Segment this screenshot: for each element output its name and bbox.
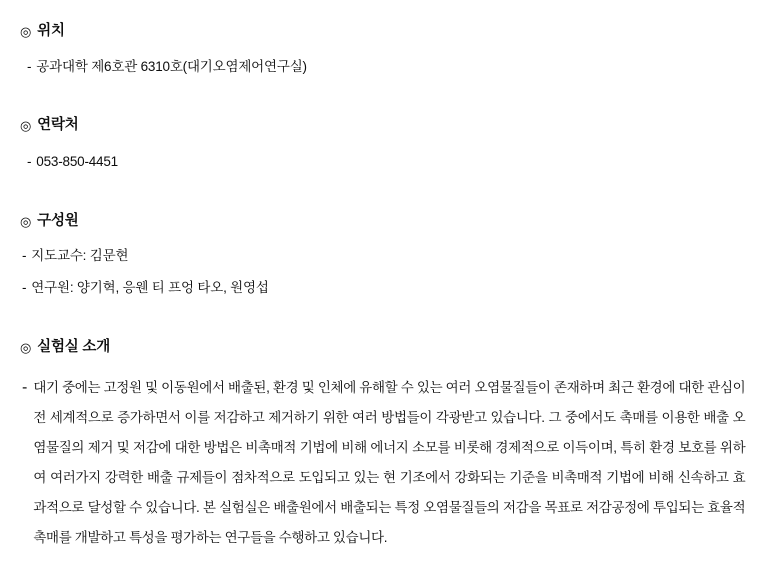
bullet-icon: ◎ <box>20 118 32 134</box>
section-location <box>20 23 748 76</box>
dash-icon: - <box>22 279 27 295</box>
bullet-icon: ◎ <box>20 213 32 229</box>
location-item-text: 공과대학 제6호관 6310호(대기오염제어연구실) <box>36 59 307 75</box>
members-advisor-item <box>20 248 748 265</box>
dash-icon: - <box>27 153 32 169</box>
location-item <box>20 59 748 76</box>
section-introduction <box>20 339 748 553</box>
section-heading-location <box>20 23 748 40</box>
section-heading-contact-label: 연락처 <box>37 117 79 134</box>
contact-item <box>20 154 748 171</box>
section-heading-contact <box>20 117 748 134</box>
dash-icon: - <box>22 247 27 263</box>
section-heading-members <box>20 213 748 230</box>
section-heading-introduction-label: 실험실 소개 <box>37 338 111 355</box>
section-heading-members-label: 구성원 <box>37 212 79 229</box>
introduction-body-wrap <box>20 373 748 553</box>
bullet-icon: ◎ <box>20 339 32 355</box>
dash-icon: - <box>22 379 28 397</box>
members-researchers-item <box>20 280 748 297</box>
contact-phone-number: 053-850-4451 <box>36 153 118 169</box>
dash-icon: - <box>27 59 32 75</box>
members-researchers-text: 연구원: 양기혁, 응웬 티 프엉 타오, 원영섭 <box>31 279 269 295</box>
section-heading-introduction <box>20 339 748 356</box>
section-contact <box>20 117 748 170</box>
section-members <box>20 213 748 297</box>
members-advisor-text: 지도교수: 김문현 <box>31 247 129 263</box>
bullet-icon: ◎ <box>20 24 32 40</box>
section-heading-location-label: 위치 <box>37 23 65 39</box>
introduction-body-text: 대기 중에는 고정원 및 이동원에서 배출된, 환경 및 인체에 유해할 수 있는 여러 오염물질들이 존재하며 최근 환경에 대한 관심이 전 세계적으로 증가하면서 이를 저감하고 제거하기 위한 여러 방법들이 각광받고 있습니다. 그 중에서도 촉매를 이용한 배출 오염물질의 제거 및 저감에 대한 방법은 비촉매적 기법에 비해 에너지 소모를 비롯해 경제적으로 이득이며, 특히 환경 보호를 위하여 여러가지 강력한 배출 규제들이 점차적으로 도입되고 있는 현 기조에서 강화되는 기준을 비촉매적 기법에 비해 신속하고 효과적으로 달성할 수 있습니다. 본 실험실은 배출원에서 배출되는 특정 오염물질들의 저감을 목표로 저감공정에 투입되는 효율적 촉매를 개발하고 특성을 평가하는 연구들을 수행하고 있습니다. <box>33 380 746 546</box>
